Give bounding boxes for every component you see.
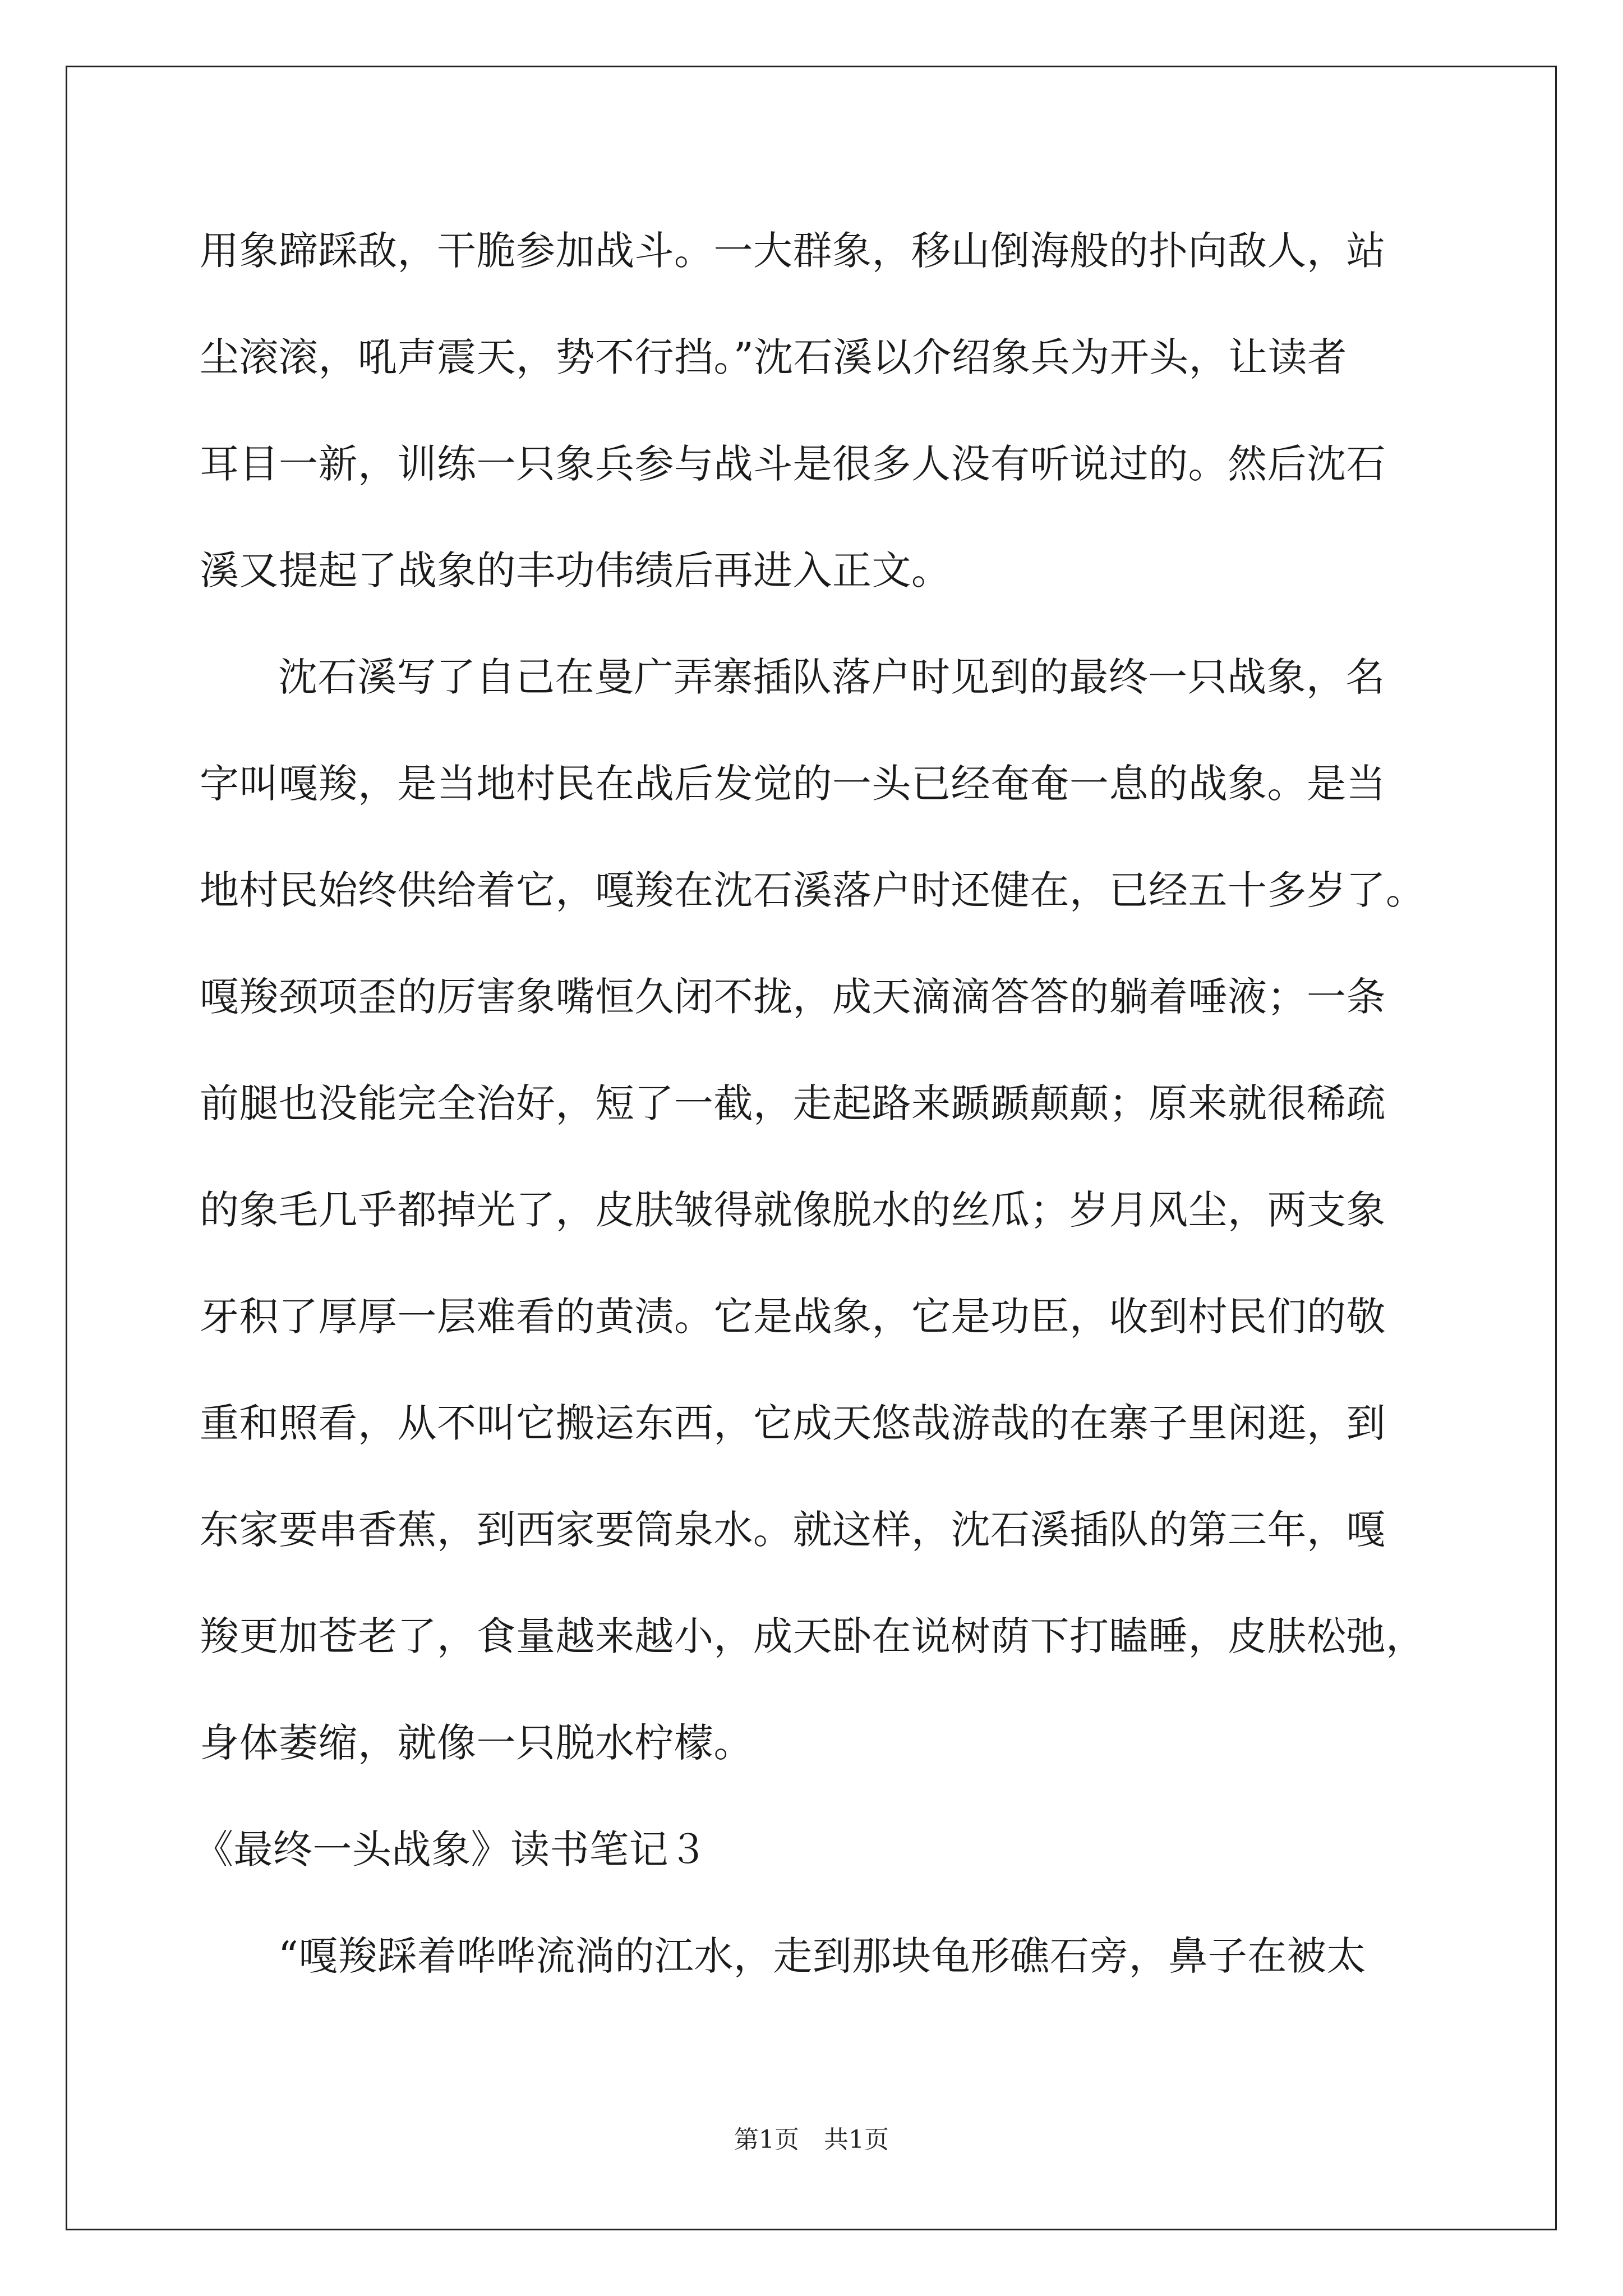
text-line: 东家要串香蕉，到西家要筒泉水。就这样，沈石溪插队的第三年，嘎 (200, 1507, 1386, 1553)
section-heading: 《最终一头战象》读书笔记３ (194, 1826, 708, 1872)
text-line: 身体萎缩，就像一只脱水柠檬。 (200, 1720, 753, 1766)
text-line: 地村民始终供给着它，嘎羧在沈石溪落户时还健在，已经五十多岁了。 (200, 867, 1426, 913)
text-line: 羧更加苍老了，食量越来越小，成天卧在说树荫下打瞌睡，皮肤松弛， (200, 1613, 1426, 1659)
text-line: 尘滚滚，吼声震天，势不行挡。”沈石溪以介绍象兵为开头，让读者 (200, 334, 1347, 380)
text-line: 的象毛几乎都掉光了，皮肤皱得就像脱水的丝瓜；岁月风尘，两支象 (200, 1187, 1386, 1233)
page-border (66, 66, 1557, 2230)
text-line: 前腿也没能完全治好，短了一截，走起路来踬踬颠颠；原来就很稀疏 (200, 1080, 1386, 1126)
text-line: “嘎羧踩着哗哗流淌的江水，走到那块龟形礁石旁，鼻子在被太 (278, 1933, 1366, 1979)
text-line: 耳目一新，训练一只象兵参与战斗是很多人没有听说过的。然后沈石 (200, 441, 1386, 487)
text-line: 牙积了厚厚一层难看的黄渍。它是战象，它是功臣，收到村民们的敬 (200, 1294, 1386, 1340)
text-line: 重和照看，从不叫它搬运东西，它成天悠哉游哉的在寨子里闲逛，到 (200, 1400, 1386, 1446)
text-line: 用象蹄踩敌，干脆参加战斗。一大群象，移山倒海般的扑向敌人，站 (200, 228, 1386, 274)
text-line: 沈石溪写了自己在曼广弄寨插队落户时见到的最终一只战象，名 (278, 654, 1385, 700)
page-footer: 第1页 共1页 (734, 2125, 889, 2154)
text-line: 溪又提起了战象的丰功伟绩后再进入正文。 (200, 547, 951, 593)
text-line: 嘎羧颈项歪的厉害象嘴恒久闭不拢，成天滴滴答答的躺着唾液；一条 (200, 974, 1386, 1020)
text-line: 字叫嘎羧，是当地村民在战后发觉的一头已经奄奄一息的战象。是当 (200, 761, 1386, 807)
